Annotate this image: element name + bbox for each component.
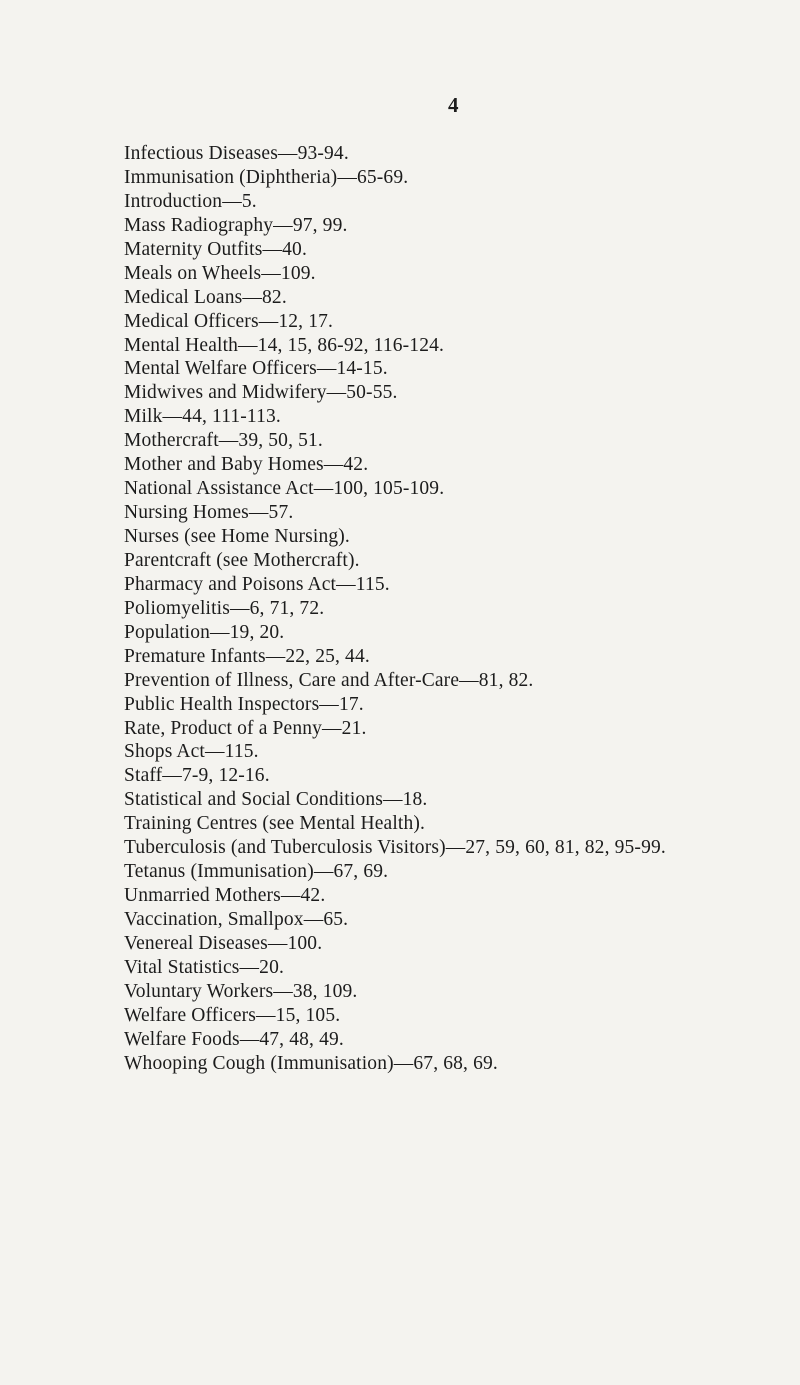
index-entry: Meals on Wheels—109. xyxy=(124,262,316,284)
index-entry: Rate, Product of a Penny—21. xyxy=(124,717,367,739)
index-entry: Tuberculosis (and Tuberculosis Visitors)—27, 59, 60, 81, 82, 95-99. xyxy=(124,837,666,859)
index-entry: Training Centres (see Mental Health). xyxy=(124,813,426,835)
index-entry: Unmarried Mothers—42. xyxy=(124,885,326,907)
index-entry: Premature Infants—22, 25, 44. xyxy=(124,645,370,667)
index-entry: Poliomyelitis—6, 71, 72. xyxy=(124,597,325,619)
index-entry: Mother and Baby Homes—42. xyxy=(124,454,369,476)
index-entry: Venereal Diseases—100. xyxy=(124,932,323,954)
index-list xyxy=(124,142,784,1076)
index-entry: Public Health Inspectors—17. xyxy=(124,693,364,715)
index-entry: Nurses (see Home Nursing). xyxy=(124,526,350,547)
index-entry: Parentcraft (see Mothercraft). xyxy=(124,549,360,571)
index-entry: Shops Act—115. xyxy=(124,741,259,763)
index-entry: Staff—7-9, 12-16. xyxy=(124,765,270,787)
index-entry: Population—19, 20. xyxy=(124,621,285,643)
index-entry: Statistical and Social Conditions—18. xyxy=(124,789,428,811)
index-entry: Welfare Foods—47, 48, 49. xyxy=(124,1028,344,1050)
index-entry: Medical Loans—82. xyxy=(124,286,287,308)
index-entry: Voluntary Workers—38, 109. xyxy=(124,980,358,1002)
index-entry: Mental Health—14, 15, 86-92, 116-124. xyxy=(124,334,445,356)
index-entry: Nursing Homes—57. xyxy=(124,502,294,524)
index-entry: Medical Officers—12, 17. xyxy=(124,310,334,332)
index-entry: Whooping Cough (Immunisation)—67, 68, 69. xyxy=(124,1052,498,1074)
index-entry: Tetanus (Immunisation)—67, 69. xyxy=(124,861,389,883)
index-entry: Welfare Officers—15, 105. xyxy=(124,1004,341,1026)
index-entry: Vaccination, Smallpox—65. xyxy=(124,909,349,930)
index-entry: Mothercraft—39, 50, 51. xyxy=(124,430,323,452)
index-entry: Immunisation (Diphtheria)—65-69. xyxy=(124,166,409,188)
index-entry: Introduction—5. xyxy=(124,190,257,212)
index-entry: National Assistance Act—100, 105-109. xyxy=(124,478,445,500)
index-entry: Milk—44, 111-113. xyxy=(124,406,281,428)
index-entry: Pharmacy and Poisons Act—115. xyxy=(124,573,390,595)
index-entry: Vital Statistics—20. xyxy=(124,956,284,978)
index-entry: Prevention of Illness, Care and After-Care—81, 82. xyxy=(124,669,534,691)
page-number: 4 xyxy=(448,93,459,117)
index-entry: Maternity Outfits—40. xyxy=(124,238,307,260)
index-entry: Mental Welfare Officers—14-15. xyxy=(124,358,388,380)
index-entry: Mass Radiography—97, 99. xyxy=(124,214,348,236)
index-entry: Midwives and Midwifery—50-55. xyxy=(124,382,398,404)
index-entry: Infectious Diseases—93-94. xyxy=(124,143,349,164)
